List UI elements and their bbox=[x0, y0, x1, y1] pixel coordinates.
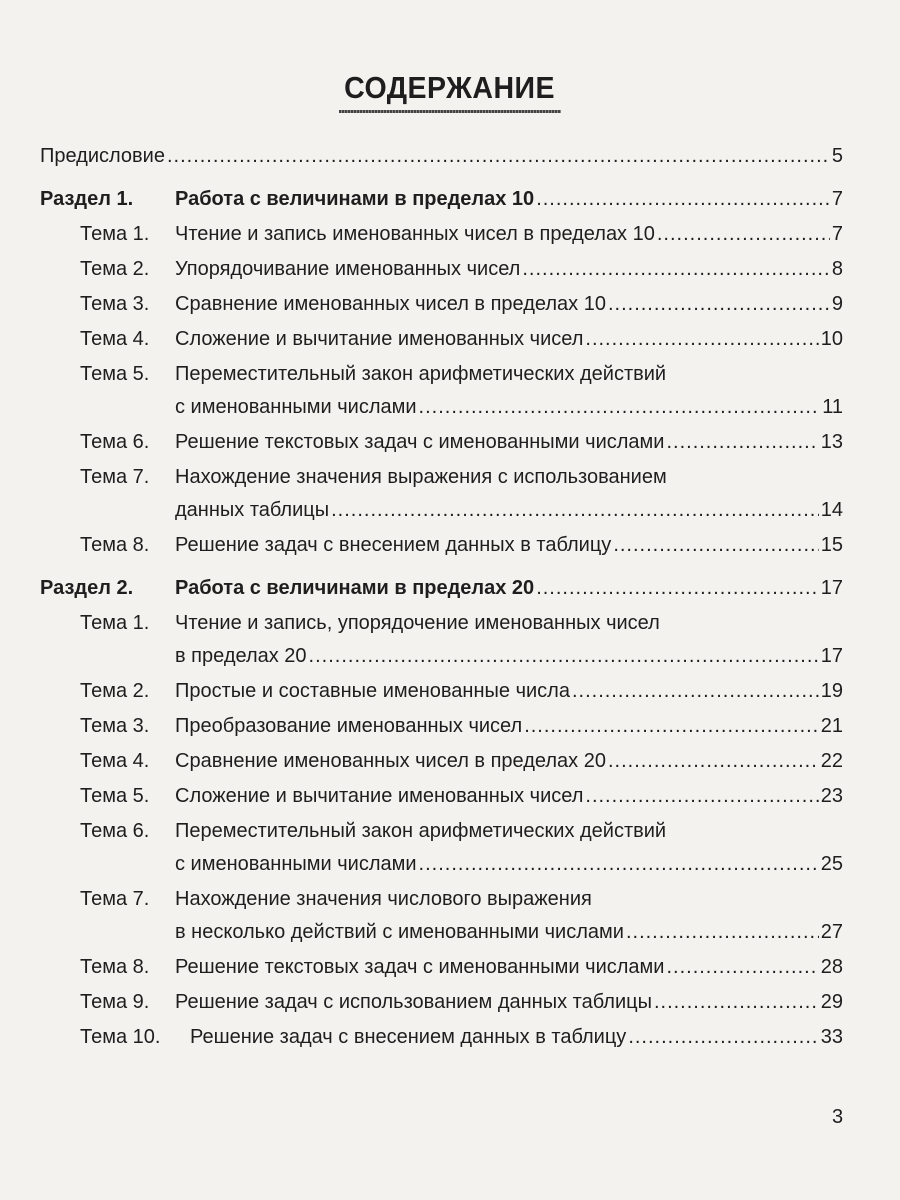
entry-label: Раздел 1. bbox=[40, 188, 134, 210]
dot-leader bbox=[167, 140, 830, 173]
entry-title: Решение задач с внесением данных в таблицу bbox=[190, 1026, 627, 1048]
toc-topic-entry bbox=[40, 529, 843, 562]
dot-leader bbox=[536, 183, 830, 216]
entry-title: Чтение и запись, упорядочение именованных чисел bbox=[175, 612, 660, 634]
entry-title: Упорядочивание именованных чисел bbox=[175, 258, 521, 280]
toc-topic-entry bbox=[40, 461, 843, 527]
entry-page-number: 17 bbox=[820, 577, 843, 599]
entry-label: Тема 4. bbox=[80, 750, 150, 772]
entry-page-number: 8 bbox=[831, 258, 843, 280]
dot-leader bbox=[331, 494, 819, 527]
dot-leader bbox=[585, 780, 818, 813]
entry-page-number: 25 bbox=[820, 853, 843, 875]
entry-page-number: 27 bbox=[820, 921, 843, 943]
dot-leader bbox=[626, 916, 819, 949]
toc-topic-entry bbox=[40, 323, 843, 356]
entry-page-number: 7 bbox=[831, 223, 843, 245]
entry-page-number: 5 bbox=[831, 145, 843, 167]
entry-title: Переместительный закон арифметических действий bbox=[175, 820, 667, 842]
entry-page-number: 17 bbox=[820, 645, 843, 667]
dot-leader bbox=[666, 951, 818, 984]
entry-label: Тема 3. bbox=[80, 715, 150, 737]
toc-topic-entry bbox=[40, 675, 843, 708]
toc-entry bbox=[40, 140, 843, 173]
dot-leader bbox=[608, 745, 819, 778]
dot-leader bbox=[654, 986, 819, 1019]
entry-label: Тема 5. bbox=[80, 785, 150, 807]
entry-title: с именованными числами bbox=[175, 853, 417, 875]
dot-leader bbox=[524, 710, 819, 743]
entry-title: Работа с величинами в пределах 10 bbox=[175, 188, 535, 210]
entry-label: Тема 8. bbox=[80, 534, 150, 556]
entry-label: Тема 5. bbox=[80, 363, 150, 385]
page-title: СОДЕРЖАНИЕ bbox=[344, 70, 556, 105]
entry-page-number: 10 bbox=[820, 328, 843, 350]
entry-title: Сложение и вычитание именованных чисел bbox=[175, 328, 584, 350]
entry-label: Тема 6. bbox=[80, 431, 150, 453]
dot-leader bbox=[309, 640, 819, 673]
entry-page-number: 11 bbox=[822, 396, 843, 418]
entry-label: Тема 2. bbox=[80, 680, 150, 702]
dot-leader bbox=[536, 572, 819, 605]
entry-title: Сравнение именованных чисел в пределах 20 bbox=[175, 750, 606, 772]
entry-title: Нахождение значения числового выражения bbox=[175, 888, 592, 910]
dot-leader bbox=[419, 391, 821, 424]
entry-title: Нахождение значения выражения с использованием bbox=[175, 466, 667, 488]
entry-title: Решение задач с внесением данных в таблицу bbox=[175, 534, 612, 556]
entry-page-number: 28 bbox=[820, 956, 843, 978]
entry-label: Тема 7. bbox=[80, 466, 150, 488]
entry-title: Сложение и вычитание именованных чисел bbox=[175, 785, 584, 807]
entry-title: Работа с величинами в пределах 20 bbox=[175, 577, 535, 599]
entry-title: Переместительный закон арифметических действий bbox=[175, 363, 667, 385]
toc-topic-entry bbox=[40, 253, 843, 286]
entry-page-number: 23 bbox=[820, 785, 843, 807]
entry-title: Сравнение именованных чисел в пределах 10 bbox=[175, 293, 606, 315]
entry-page-number: 19 bbox=[820, 680, 843, 702]
toc-section-entry bbox=[40, 572, 843, 605]
entry-label: Тема 1. bbox=[80, 223, 150, 245]
toc-topic-entry bbox=[40, 1021, 843, 1054]
entry-label: Тема 10. bbox=[80, 1026, 161, 1048]
entry-page-number: 15 bbox=[820, 534, 843, 556]
table-of-contents bbox=[40, 140, 843, 1056]
toc-topic-entry bbox=[40, 745, 843, 778]
toc-topic-entry bbox=[40, 986, 843, 1019]
toc-topic-entry bbox=[40, 607, 843, 673]
toc-topic-entry bbox=[40, 426, 843, 459]
dot-leader bbox=[657, 218, 830, 251]
entry-title: в пределах 20 bbox=[175, 645, 307, 667]
entry-label: Тема 7. bbox=[80, 888, 150, 910]
entry-page-number: 13 bbox=[820, 431, 843, 453]
toc-section-entry bbox=[40, 183, 843, 216]
entry-page-number: 33 bbox=[820, 1026, 843, 1048]
entry-page-number: 14 bbox=[820, 499, 843, 521]
entry-title: Простые и составные именованные числа bbox=[175, 680, 570, 702]
toc-topic-entry bbox=[40, 218, 843, 251]
entry-title: с именованными числами bbox=[175, 396, 417, 418]
dot-leader bbox=[419, 848, 819, 881]
page-number: 3 bbox=[832, 1106, 844, 1128]
entry-label: Раздел 2. bbox=[40, 577, 134, 599]
dot-leader bbox=[572, 675, 819, 708]
toc-header bbox=[0, 70, 900, 113]
entry-label: Тема 4. bbox=[80, 328, 150, 350]
entry-label: Тема 2. bbox=[80, 258, 150, 280]
toc-topic-entry bbox=[40, 710, 843, 743]
toc-topic-entry bbox=[40, 780, 843, 813]
dot-leader bbox=[613, 529, 818, 562]
entry-label: Тема 3. bbox=[80, 293, 150, 315]
entry-title: Решение задач с использованием данных таблицы bbox=[175, 991, 652, 1013]
entry-label: Тема 9. bbox=[80, 991, 150, 1013]
entry-label: Тема 8. bbox=[80, 956, 150, 978]
entry-page-number: 7 bbox=[831, 188, 843, 210]
toc-topic-entry bbox=[40, 951, 843, 984]
dot-leader bbox=[628, 1021, 818, 1054]
entry-title: Предисловие bbox=[40, 145, 165, 167]
entry-title: Чтение и запись именованных чисел в пределах 10 bbox=[175, 223, 655, 245]
toc-topic-entry bbox=[40, 815, 843, 881]
entry-page-number: 9 bbox=[831, 293, 843, 315]
entry-title: Решение текстовых задач с именованными числами bbox=[175, 431, 665, 453]
title-underline bbox=[339, 110, 561, 113]
entry-page-number: 21 bbox=[820, 715, 843, 737]
entry-label: Тема 1. bbox=[80, 612, 150, 634]
entry-page-number: 22 bbox=[820, 750, 843, 772]
entry-title: в несколько действий с именованными числами bbox=[175, 921, 624, 943]
dot-leader bbox=[585, 323, 818, 356]
dot-leader bbox=[666, 426, 818, 459]
entry-page-number: 29 bbox=[820, 991, 843, 1013]
entry-title: Решение текстовых задач с именованными числами bbox=[175, 956, 665, 978]
entry-label: Тема 6. bbox=[80, 820, 150, 842]
toc-topic-entry bbox=[40, 883, 843, 949]
entry-title: Преобразование именованных чисел bbox=[175, 715, 523, 737]
dot-leader bbox=[608, 288, 830, 321]
entry-title: данных таблицы bbox=[175, 499, 330, 521]
toc-topic-entry bbox=[40, 358, 843, 424]
toc-topic-entry bbox=[40, 288, 843, 321]
dot-leader bbox=[522, 253, 830, 286]
